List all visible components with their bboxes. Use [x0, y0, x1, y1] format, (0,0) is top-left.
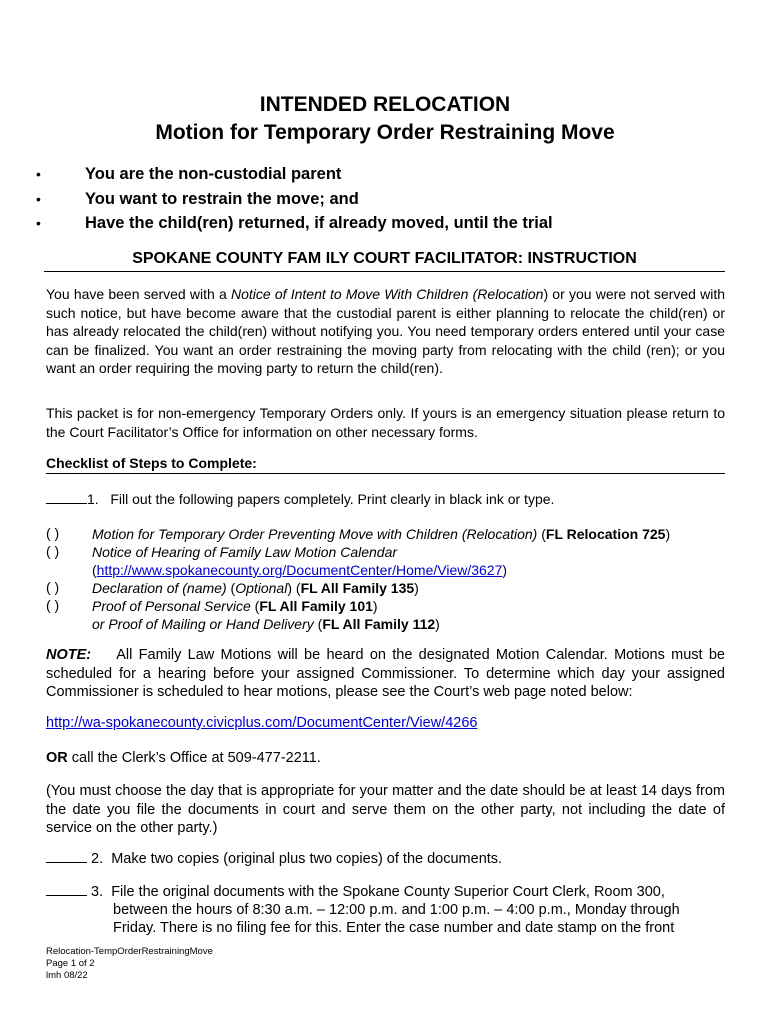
form-checkbox[interactable]: ( ) [46, 525, 60, 541]
form-checkbox[interactable]: ( ) [46, 543, 60, 559]
calendar-link-row [46, 714, 477, 732]
form-item-alt: or Proof of Mailing or Hand Delivery (FL All Family 112) [92, 616, 440, 632]
form-item: Proof of Personal Service (FL All Family 101) [92, 598, 378, 614]
packet-note-paragraph: This packet is for non-emergency Temporary Orders only. If yours is an emergency situation please return to the Court Facilitator’s Office for information on other necessary forms. [46, 405, 725, 440]
step-3-line2: between the hours of 8:30 a.m. – 12:00 p.m. and 1:00 p.m. – 4:00 p.m., Monday through [113, 902, 680, 918]
intro-paragraph: You have been served with a Notice of Intent to Move With Children (Relocation) or you were not served with such notice, but have become aware that the custodial parent is either planning to relocate the child(ren) or has already relocated the child(ren) without notifying you. You need temporary orders entered until your case can be finalized. You want an order restraining the moving party from relocating with the child (ren); or you want an order requiring the moving party to return the child(ren). [46, 286, 726, 376]
page-footer [46, 946, 213, 982]
list-item: • You are the non-custodial parent [36, 165, 342, 183]
form-checkbox[interactable]: ( ) [46, 597, 60, 613]
step-checkbox-line[interactable] [46, 883, 87, 896]
form-link-line: (http://www.spokanecounty.org/DocumentCenter/Home/View/3627) [92, 562, 508, 578]
step-checkbox-line[interactable] [46, 491, 87, 504]
bullet-icon: • [36, 166, 41, 182]
step-checkbox-line[interactable] [46, 850, 87, 863]
form-checkbox[interactable]: ( ) [46, 579, 60, 595]
form-item: Motion for Temporary Order Preventing Move with Children (Relocation) (FL Relocation 725) [92, 526, 671, 542]
form-item: Notice of Hearing of Family Law Motion Calendar [92, 544, 398, 560]
date-note-paragraph: (You must choose the day that is appropriate for your matter and the date should be at least 14 days from the date you file the documents in court and serve them on the other party, not including the date of service on the other party.) [46, 783, 725, 836]
clerk-phone-row: OR call the Clerk’s Office at 509-477-2211. [46, 750, 321, 766]
note-paragraph: NOTE: All Family Law Motions will be heard on the designated Motion Calendar. Motions must be scheduled for a hearing before your assigned Commissioner. To determine which day your assigned Commissioner is scheduled to hear motions, please see the Court’s web page noted below: [46, 647, 725, 700]
checklist-heading: Checklist of Steps to Complete: [46, 455, 725, 474]
list-item: • Have the child(ren) returned, if already moved, until the trial [36, 214, 553, 232]
list-item: • You want to restrain the move; and [36, 189, 359, 208]
step-3-line3: Friday. There is no filing fee for this. Enter the case number and date stamp on the front [113, 920, 675, 936]
document-subtitle: Motion for Temporary Order Restraining Move [155, 121, 615, 144]
document-center-link[interactable]: http://www.spokanecounty.org/DocumentCenter/Home/View/3627 [96, 562, 503, 578]
footer-revision: lmh 08/22 [46, 970, 88, 981]
document-title: INTENDED RELOCATION [259, 93, 511, 116]
step-2: 2. Make two copies (original plus two copies) of the documents. [46, 850, 502, 868]
footer-page-number: Page 1 of 2 [46, 958, 95, 969]
motion-calendar-link[interactable]: http://wa-spokanecounty.civicplus.com/DocumentCenter/View/4266 [46, 715, 478, 731]
section-heading: SPOKANE COUNTY FAM ILY COURT FACILITATOR: INSTRUCTION [44, 250, 725, 272]
form-item: Declaration of (name) (Optional) (FL All Family 135) [92, 580, 419, 596]
step-1: 1. Fill out the following papers completely. Print clearly in black ink or type. [46, 490, 554, 508]
bullet-icon: • [36, 215, 41, 231]
bullet-icon: • [36, 190, 41, 207]
step-3: 3. File the original documents with the Spokane County Superior Court Clerk, Room 300, [46, 883, 665, 901]
footer-form-name: Relocation-TempOrderRestrainingMove [46, 946, 213, 957]
criteria-list [30, 164, 750, 238]
